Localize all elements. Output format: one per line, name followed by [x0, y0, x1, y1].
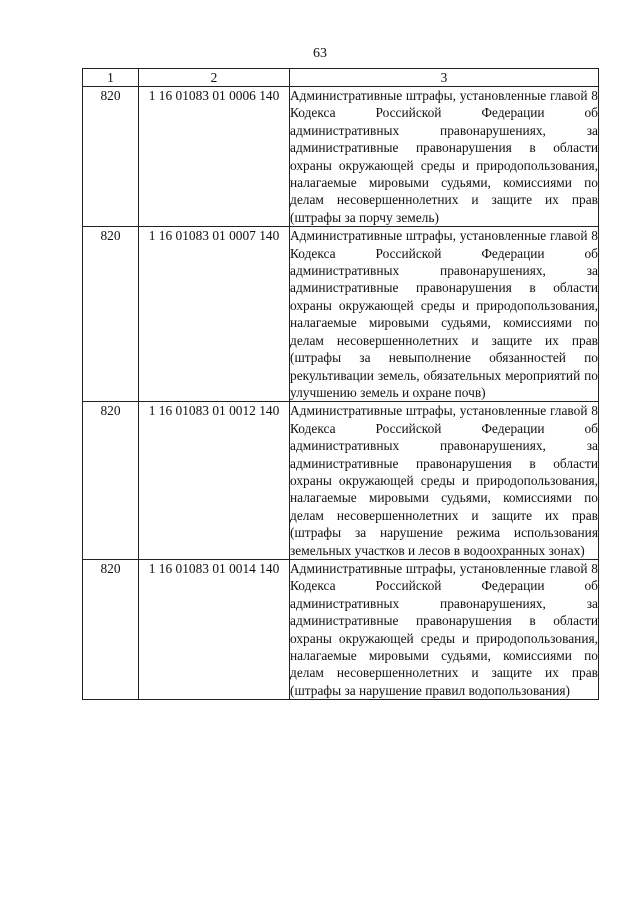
description-cell: Административные штрафы, установленные главой 8 Кодекса Российской Федерации об административных правонарушениях, за административные правонарушения в области охраны окружающей среды и природопользования, налагаемые мировыми судьями, комиссиями по делам несовершеннолетних и защите их прав (штрафы за невыполнение обязанностей по рекультивации земель, обязательных мероприятий по улучшению земель и охране почв) — [290, 228, 598, 400]
table-row — [83, 559, 599, 699]
admin-code-cell: 820 — [83, 87, 139, 227]
codes-table — [82, 68, 599, 700]
description-cell: Административные штрафы, установленные главой 8 Кодекса Российской Федерации об административных правонарушениях, за административные правонарушения в области охраны окружающей среды и природопользования, налагаемые мировыми судьями, комиссиями по делам несовершеннолетних и защите их прав (штрафы за нарушение правил водопользования) — [290, 560, 598, 698]
table-row — [83, 227, 599, 402]
column-header-1: 1 — [83, 69, 139, 87]
column-header-2: 2 — [139, 69, 290, 87]
kbk-code-cell: 1 16 01083 01 0007 140 — [139, 227, 290, 402]
table-row — [83, 402, 599, 560]
description-cell: Административные штрафы, установленные главой 8 Кодекса Российской Федерации об административных правонарушениях, за административные правонарушения в области охраны окружающей среды и природопользования, налагаемые мировыми судьями, комиссиями по делам несовершеннолетних и защите их прав (штрафы за нарушение режима использования земельных участков и лесов в водоохранных зонах) — [290, 403, 598, 558]
admin-code-cell: 820 — [83, 227, 139, 402]
column-header-3: 3 — [290, 69, 599, 87]
kbk-code-cell: 1 16 01083 01 0006 140 — [139, 87, 290, 227]
description-cell: Административные штрафы, установленные главой 8 Кодекса Российской Федерации об административных правонарушениях, за административные правонарушения в области охраны окружающей среды и природопользования, налагаемые мировыми судьями, комиссиями по делам несовершеннолетних и защите их прав (штрафы за порчу земель) — [290, 88, 598, 225]
kbk-code-cell: 1 16 01083 01 0012 140 — [139, 402, 290, 560]
admin-code-cell: 820 — [83, 559, 139, 699]
header-row — [83, 69, 599, 87]
table-row — [83, 87, 599, 227]
admin-code-cell: 820 — [83, 402, 139, 560]
kbk-code-cell: 1 16 01083 01 0014 140 — [139, 559, 290, 699]
page-number: 63 — [313, 46, 327, 61]
